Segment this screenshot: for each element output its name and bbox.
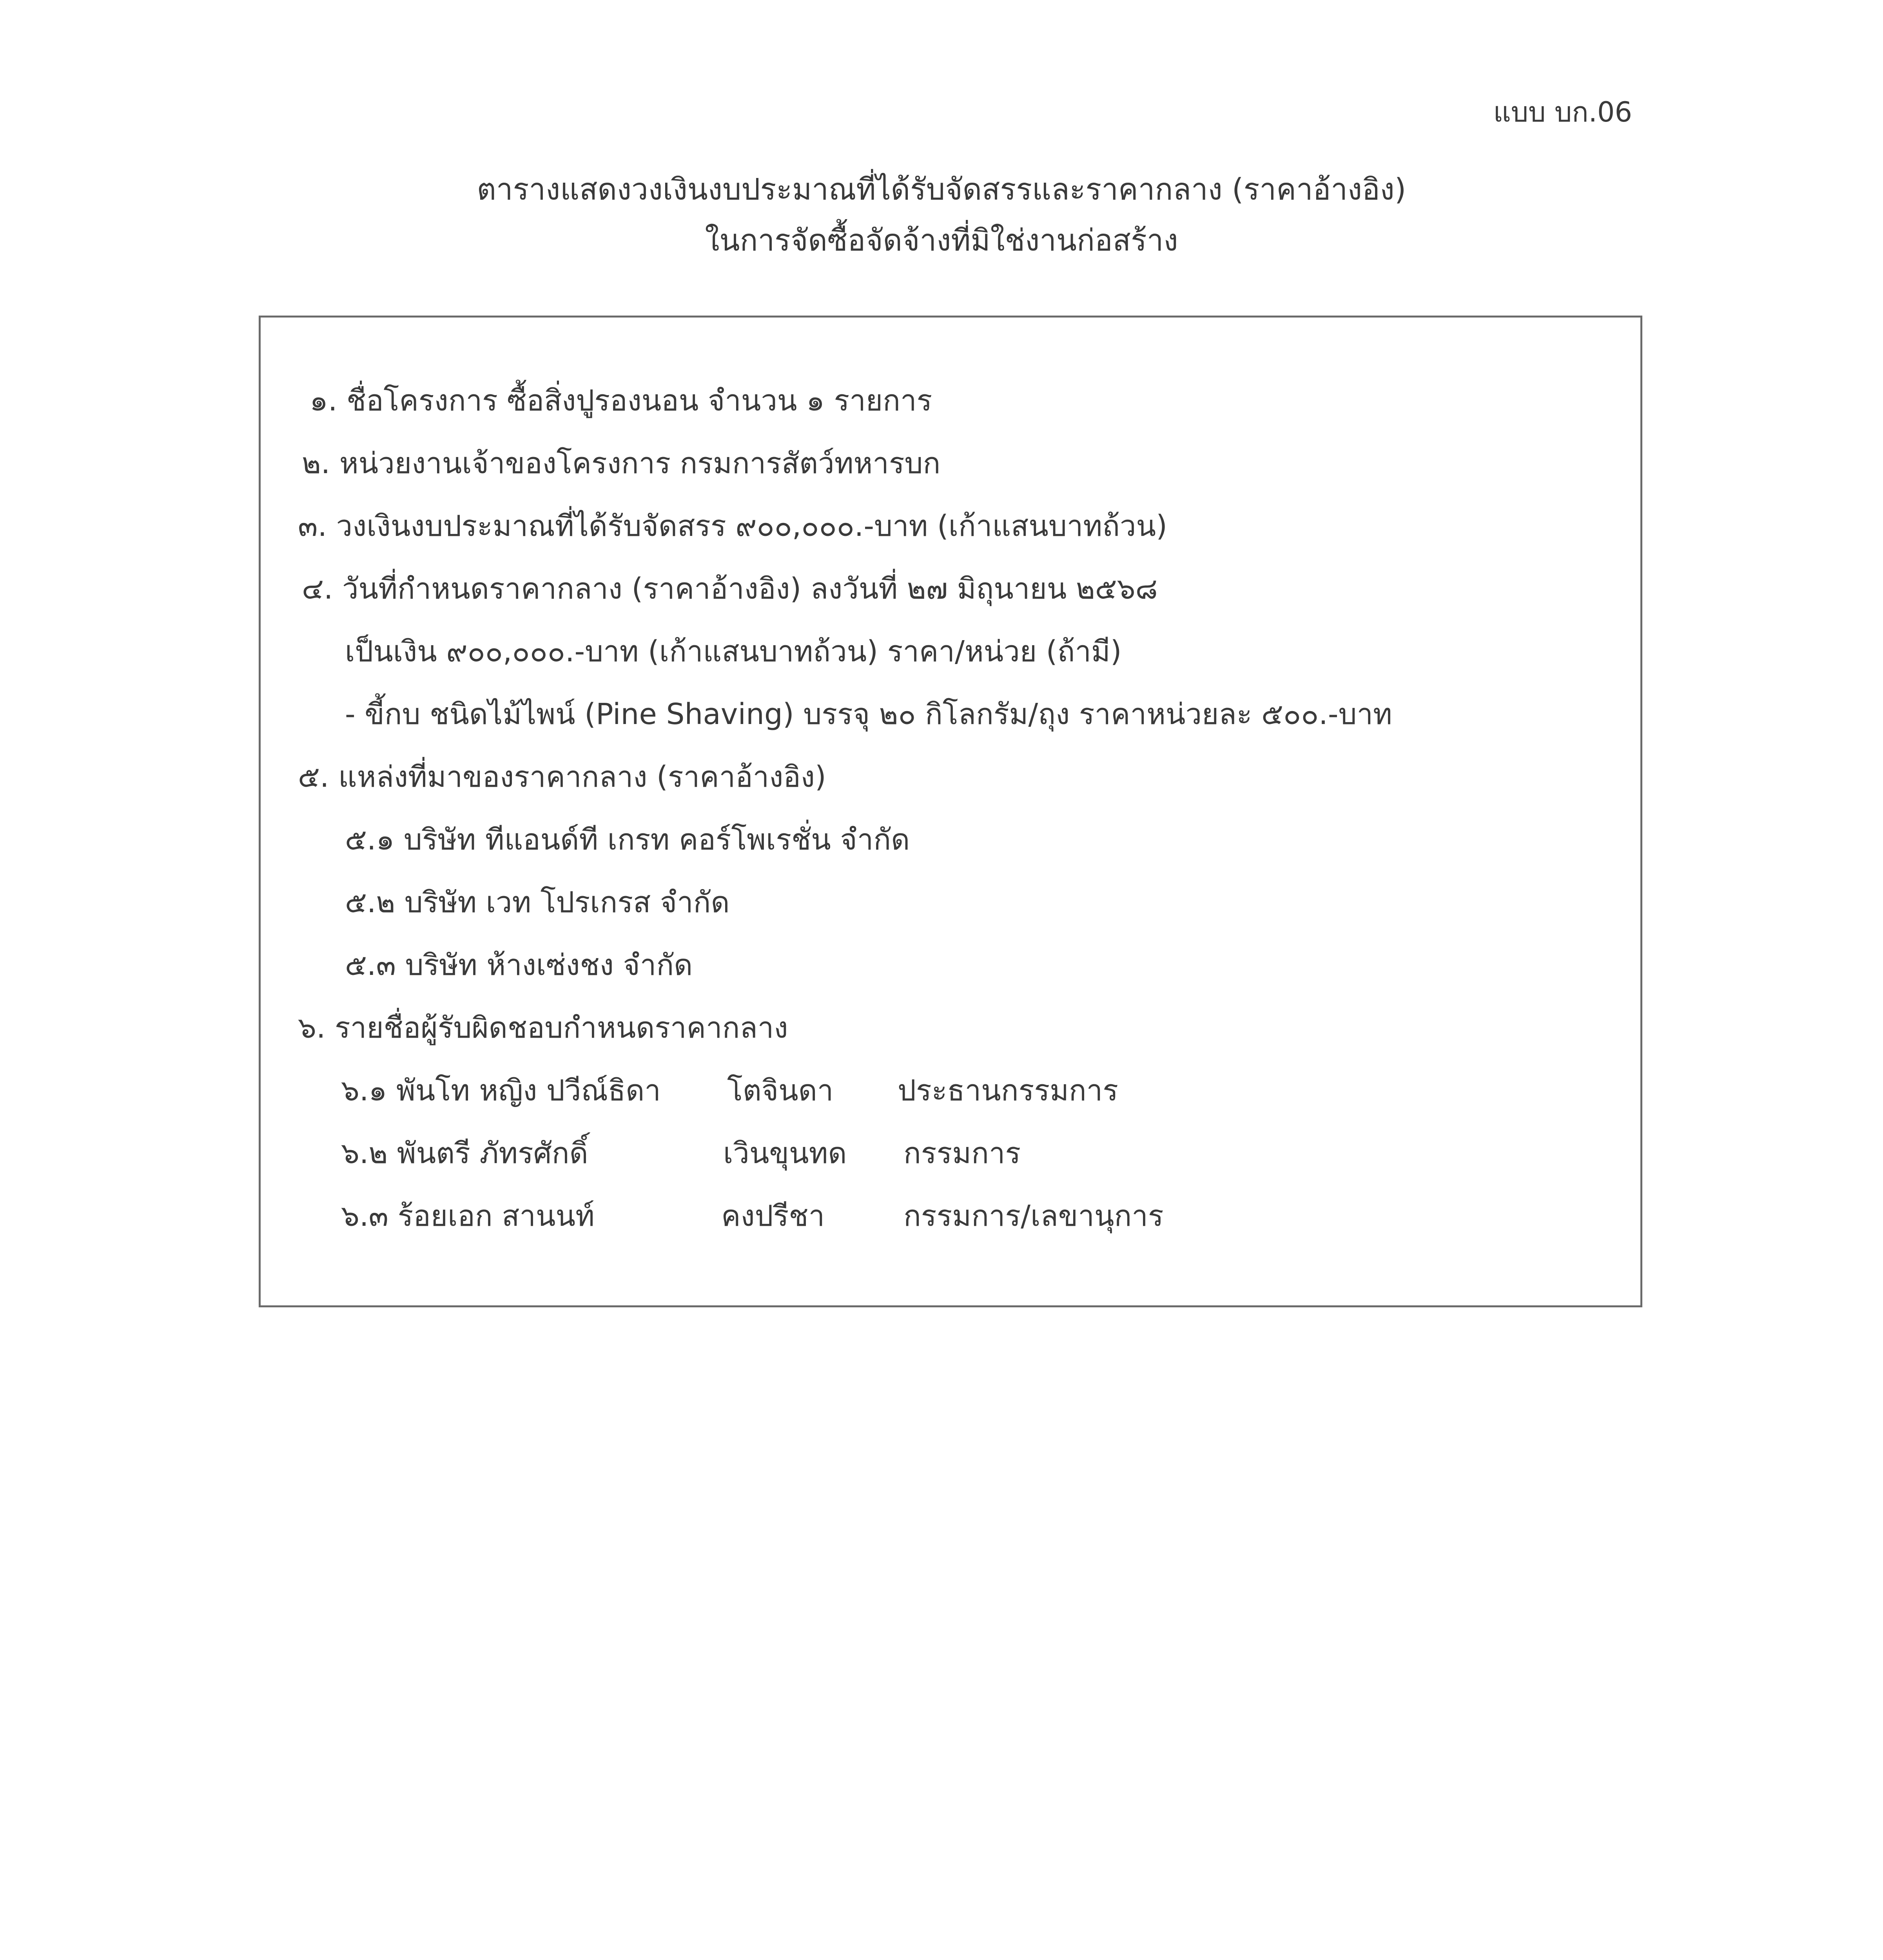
source-item: ๕.๒ บริษัท เวท โปรเกรส จำกัด: [345, 886, 730, 919]
reference-date: ๔. วันที่กำหนดราคากลาง (ราคาอ้างอิง) ลงวันที่ ๒๗ มิถุนายน ๒๕๖๘: [302, 572, 1158, 606]
committee-member-name: ๖.๒ พันตรี ภัทรศักดิ์: [341, 1136, 588, 1170]
committee-member-surname: เวินขุนทด: [723, 1136, 847, 1170]
committee-member-role: ประธานกรรมการ: [898, 1074, 1118, 1107]
document-title-line-1: ตารางแสดงวงเงินงบประมาณที่ได้รับจัดสรรและราคากลาง (ราคาอ้างอิง): [477, 172, 1406, 207]
budget: ๓. วงเงินงบประมาณที่ได้รับจัดสรร ๙๐๐,๐๐๐.-บาท (เก้าแสนบาทถ้วน): [298, 509, 1167, 543]
committee-heading: ๖. รายชื่อผู้รับผิดชอบกำหนดราคากลาง: [298, 1011, 788, 1045]
committee-member-name: ๖.๑ พันโท หญิง ปวีณ์ธิดา: [341, 1074, 661, 1107]
committee-member-name: ๖.๓ ร้อยเอก สานนท์: [341, 1199, 595, 1233]
committee-member-role: กรรมการ/เลขานุการ: [903, 1199, 1164, 1233]
project-name: ๑. ชื่อโครงการ ซื้อสิ่งปูรองนอน จำนวน ๑ รายการ: [310, 384, 932, 417]
document-title-line-2: ในการจัดซื้อจัดจ้างที่มิใช่งานก่อสร้าง: [705, 223, 1178, 258]
source-item: ๕.๓ บริษัท ห้างเซ่งชง จำกัด: [345, 948, 693, 982]
unit-item: - ขี้กบ ชนิดไม้ไพน์ (Pine Shaving) บรรจุ ๒๐ กิโลกรัม/ถุง ราคาหน่วยละ ๕๐๐.-บาท: [345, 697, 1392, 731]
agency: ๒. หน่วยงานเจ้าของโครงการ กรมการสัตว์ทหารบก: [302, 446, 941, 480]
committee-member-surname: โตจินดา: [727, 1074, 834, 1107]
form-code: แบบ บก.06: [1493, 96, 1632, 128]
committee-member-surname: คงปรีชา: [721, 1199, 825, 1233]
amount: เป็นเงิน ๙๐๐,๐๐๐.-บาท (เก้าแสนบาทถ้วน) ราคา/หน่วย (ถ้ามี): [345, 635, 1122, 668]
committee-member-role: กรรมการ: [903, 1136, 1021, 1170]
sources-heading: ๕. แหล่งที่มาของราคากลาง (ราคาอ้างอิง): [298, 760, 826, 794]
source-item: ๕.๑ บริษัท ทีแอนด์ที เกรท คอร์โพเรชั่น จำกัด: [345, 823, 910, 857]
